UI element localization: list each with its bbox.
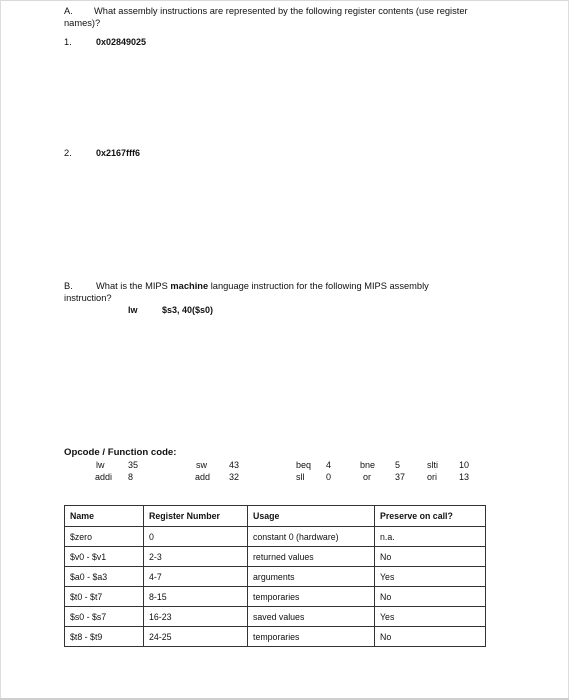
opcode-beq-code: 4: [326, 460, 332, 470]
assembly-mnemonic: lw: [128, 305, 138, 315]
register-number: 16-23: [144, 607, 248, 627]
question-a-item-2-number: 2.: [64, 148, 72, 158]
register-table: [64, 505, 486, 647]
question-b-text-line1: [96, 280, 429, 292]
opcode-sll-name: sll: [296, 472, 305, 482]
opcode-slti-name: slti: [427, 460, 438, 470]
register-table-header-row: [65, 506, 486, 527]
register-preserve: n.a.: [375, 527, 486, 547]
register-name: $s0 - $s7: [65, 607, 144, 627]
opcode-beq-name: beq: [296, 460, 312, 470]
register-preserve: Yes: [375, 567, 486, 587]
register-name: $zero: [65, 527, 144, 547]
question-a-item-1-value: 0x02849025: [96, 37, 147, 47]
register-name: $t0 - $t7: [65, 587, 144, 607]
register-number: 0: [144, 527, 248, 547]
opcode-add-code: 32: [229, 472, 240, 482]
opcode-addi-name: addi: [95, 472, 113, 482]
opcode-sll-code: 0: [326, 472, 332, 482]
opcode-addi-code: 8: [128, 472, 134, 482]
opcode-sw-name: sw: [196, 460, 207, 470]
register-preserve: Yes: [375, 607, 486, 627]
table-row: [65, 527, 486, 547]
register-name: $t8 - $t9: [65, 627, 144, 647]
register-number: 8-15: [144, 587, 248, 607]
opcode-lw-name: lw: [96, 460, 105, 470]
table-row: [65, 587, 486, 607]
opcode-heading: Opcode / Function code:: [64, 447, 177, 458]
register-number: 24-25: [144, 627, 248, 647]
opcode-slti-code: 10: [459, 460, 470, 470]
question-b-label: B.: [64, 281, 73, 291]
page-edge-left: [0, 0, 1, 700]
opcode-bne-name: bne: [360, 460, 376, 470]
question-a-text-line2: names)?: [64, 18, 101, 28]
header-register-number: Register Number: [144, 506, 248, 527]
opcode-bne-code: 5: [395, 460, 401, 470]
register-usage: constant 0 (hardware): [248, 527, 375, 547]
question-a-item-1-number: 1.: [64, 37, 72, 47]
opcode-sw-code: 43: [229, 460, 240, 470]
register-usage: arguments: [248, 567, 375, 587]
opcode-lw-code: 35: [128, 460, 139, 470]
question-a-item-2-value: 0x2167fff6: [96, 148, 141, 158]
register-number: 2-3: [144, 547, 248, 567]
question-b-text-before: What is the MIPS: [96, 281, 171, 291]
assembly-operands: $s3, 40($s0): [162, 305, 214, 315]
table-row: [65, 607, 486, 627]
opcode-ori-code: 13: [459, 472, 470, 482]
register-name: $a0 - $a3: [65, 567, 144, 587]
header-usage: Usage: [248, 506, 375, 527]
question-b-text-line2: instruction?: [64, 293, 112, 303]
table-row: [65, 547, 486, 567]
opcode-add-name: add: [195, 472, 211, 482]
register-usage: returned values: [248, 547, 375, 567]
register-name: $v0 - $v1: [65, 547, 144, 567]
opcode-or-code: 37: [395, 472, 406, 482]
table-row: [65, 627, 486, 647]
opcode-or-name: or: [363, 472, 372, 482]
header-preserve-on-call: Preserve on call?: [375, 506, 486, 527]
page-edge-top: [0, 0, 569, 1]
opcode-ori-name: ori: [427, 472, 438, 482]
register-usage: temporaries: [248, 587, 375, 607]
register-preserve: No: [375, 627, 486, 647]
register-preserve: No: [375, 547, 486, 567]
question-b-text-bold: machine: [170, 281, 209, 291]
header-name: Name: [65, 506, 144, 527]
register-preserve: No: [375, 587, 486, 607]
register-number: 4-7: [144, 567, 248, 587]
question-a-label: A.: [64, 6, 73, 16]
register-usage: temporaries: [248, 627, 375, 647]
register-usage: saved values: [248, 607, 375, 627]
question-a-text-line1: What assembly instructions are represented by the following register contents (use register: [94, 6, 468, 16]
table-row: [65, 567, 486, 587]
question-b-text-after: language instruction for the following MIPS assembly: [208, 281, 429, 291]
